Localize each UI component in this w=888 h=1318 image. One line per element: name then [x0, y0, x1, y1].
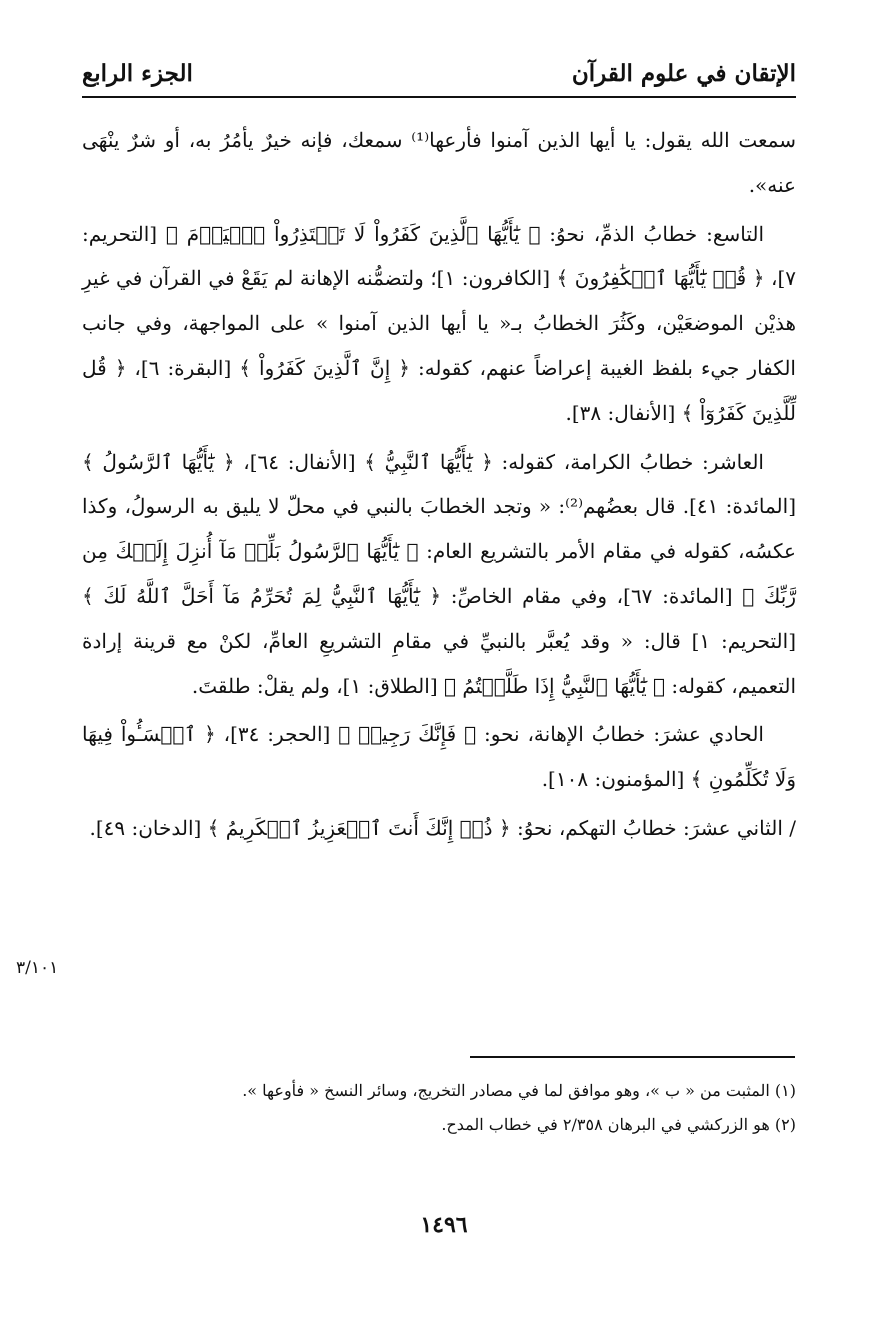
paragraph-tenth: العاشر: خطابُ الكرامة، كقوله: ﴿ يَٰٓأَيُّهَا ٱلنَّبِيُّ ﴾ [الأنفال: ٦٤]، ﴿ يَٰٓأَيُّهَا ٱلرَّسُولُ ﴾ [المائدة: ٤١]. قال بعضُهم⁽²⁾: « وتجد الخطابَ بالنبي في محلّ لا يليق به الرسولُ، وكذا عكسُه، كقوله في مقام الأمر بالتشريع العام: ﴿ يَٰٓأَيُّهَا ٱلرَّسُولُ بَلِّغۡ مَآ أُنزِلَ إِلَيۡكَ مِن رَّبِّكَ ﴾ [المائدة: ٦٧]، وفي مقام الخاصِّ: ﴿ يَٰٓأَيُّهَا ٱلنَّبِيُّ لِمَ تُحَرِّمُ مَآ أَحَلَّ ٱللَّهُ لَكَ ﴾ [التحريم: ١] قال: « وقد يُعبَّر بالنبيِّ في مقامِ التشريعِ العامِّ، لكنْ مع قرينة إرادة التعميم، كقوله: ﴿ يَٰٓأَيُّهَا ٱلنَّبِيُّ إِذَا طَلَّقۡتُمُ ﴾ [الطلاق: ١]، ولم يقلْ: طلقتَ. — [82, 449, 797, 698]
paragraph-continuation: سمعت الله يقول: يا أيها الذين آمنوا فأرعها⁽¹⁾ سمعك، فإنه خيرٌ يأمُرُ به، أو شرٌ ينْهَى عنه». — [82, 128, 796, 197]
paragraph-eleventh: الحادي عشرَ: خطابُ الإهانة، نحو: ﴿ فَإِنَّكَ رَجِيمٞ ﴾ [الحجر: ٣٤]، ﴿ ٱخۡسَـُٔواْ فِيهَا وَلَا تُكَلِّمُونِ ﴾ [المؤمنون: ١٠٨]. — [82, 722, 796, 792]
main-text — [82, 118, 796, 851]
margin-reference: ٣/١٠١ — [16, 958, 59, 978]
paragraph-twelfth: / الثاني عشرَ: خطابُ التهكم، نحوُ: ﴿ ذُقۡ إِنَّكَ أَنتَ ٱلۡعَزِيزُ ٱلۡكَرِيمُ ﴾ [الدخان: ٤٩]. — [89, 815, 796, 840]
footnote-1: (١) المثبت من « ب »، وهو موافق لما في مصادر التخريج، وسائر النسخ « فأوعها ». — [242, 1081, 796, 1100]
footnotes — [82, 1074, 796, 1142]
book-title: الإتقان في علوم القرآن — [571, 59, 796, 87]
footnote-divider — [470, 1056, 795, 1058]
page-number: ١٤٩٦ — [420, 1212, 468, 1238]
running-header — [82, 50, 796, 98]
part-label: الجزء الرابع — [82, 59, 193, 87]
paragraph-ninth: التاسع: خطابُ الذمِّ، نحوُ: ﴿ يَٰٓأَيُّهَا ٱلَّذِينَ كَفَرُواْ لَا تَعۡتَذِرُواْ ٱلۡيَوۡمَ ﴾ [التحريم: ٧]، ﴿ قُلۡ يَٰٓأَيُّهَا ٱلۡكَٰفِرُونَ ﴾ [الكافرون: ١]؛ ولتضمُّنه الإهانة لم يَقَعْ في القرآن في غيرِ هذيْن الموضعَيْن، وكَثُرَ الخطابُ بـ« يا أيها الذين آمنوا » على المواجهة، وفي جانب الكفار جيء بلفظ الغيبة إعراضاً عنهم، كقوله: ﴿ إِنَّ ٱلَّذِينَ كَفَرُواْ ﴾ [البقرة: ٦]، ﴿ قُل لِّلَّذِينَ كَفَرُوٓاْ ﴾ [الأنفال: ٣٨]. — [82, 221, 796, 425]
footnote-2: (٢) هو الزركشي في البرهان ٢/٣٥٨ في خطاب المدح. — [441, 1115, 796, 1134]
